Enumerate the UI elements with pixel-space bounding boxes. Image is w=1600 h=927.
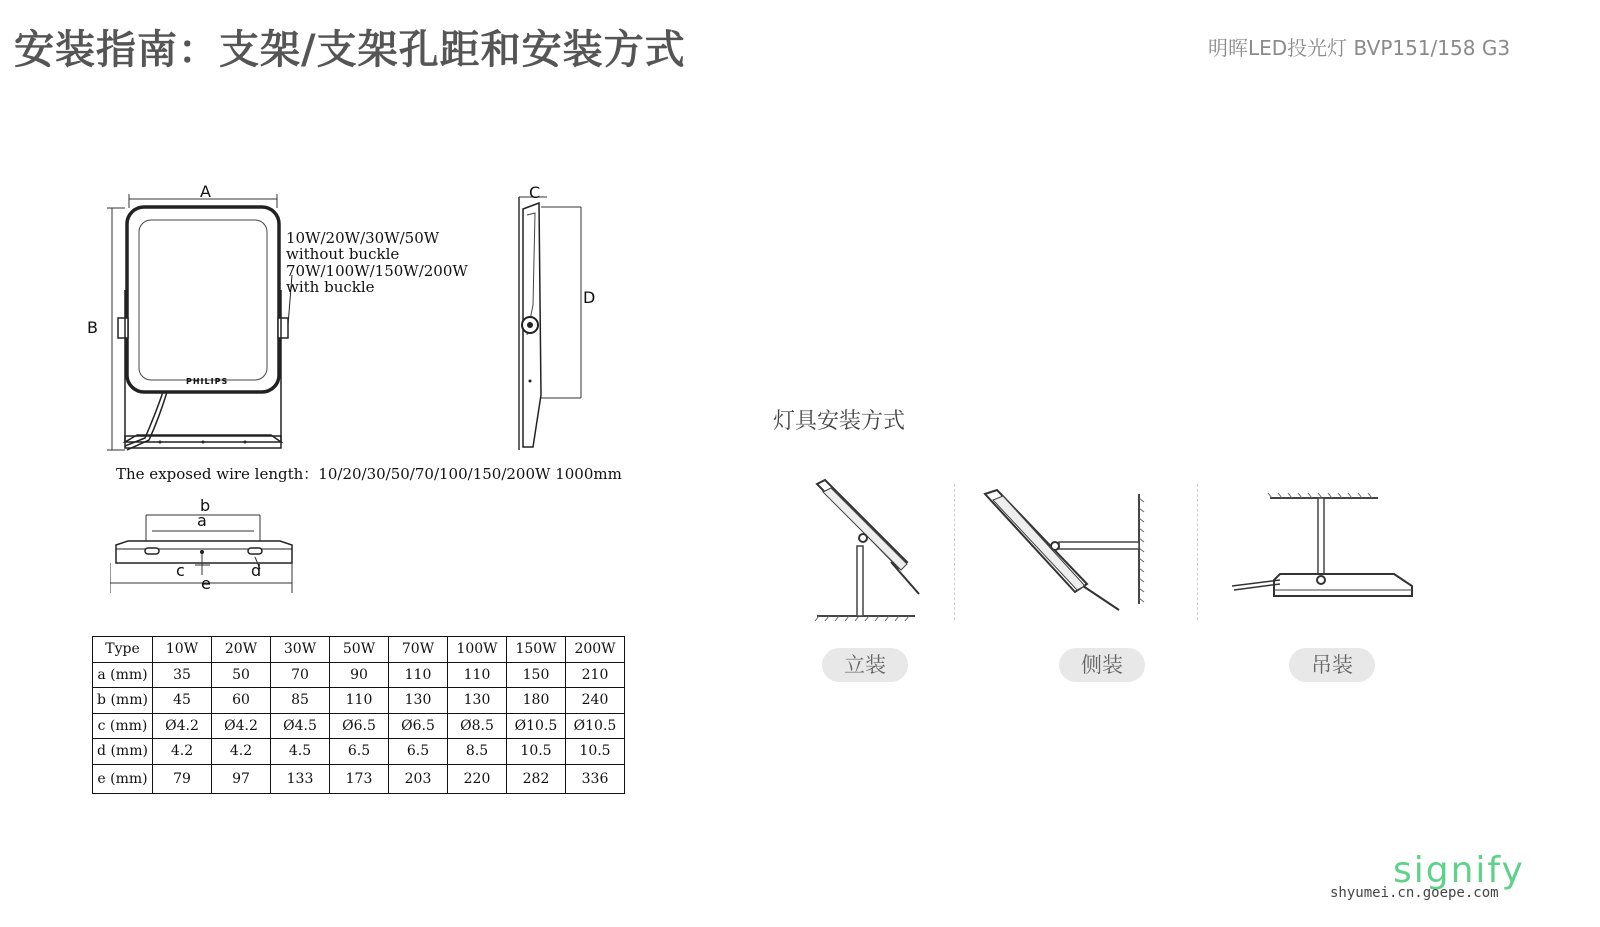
- install-section-title: 灯具安装方式: [773, 409, 906, 434]
- table-cell: 6.5: [389, 739, 448, 765]
- dim-label-e-lower: e: [201, 574, 211, 593]
- table-cell: b (mm): [93, 688, 153, 714]
- side-mount-illustration: [975, 486, 1155, 616]
- table-cell: 4.2: [212, 739, 271, 765]
- note-line-2: without buckle: [286, 245, 400, 263]
- brand-mark: PHILIPS: [186, 377, 229, 386]
- wire-length-note: The exposed wire length：10/20/30/50/70/100/150/200W 1000mm: [116, 465, 622, 483]
- table-cell: Ø10.5: [566, 713, 625, 739]
- table-header-cell: 50W: [330, 637, 389, 663]
- note-line-4: with buckle: [286, 278, 375, 296]
- table-header-cell: 150W: [507, 637, 566, 663]
- table-cell: d (mm): [93, 739, 153, 765]
- table-cell: Ø10.5: [507, 713, 566, 739]
- dim-label-a-upper: A: [200, 182, 211, 201]
- table-cell: e (mm): [93, 764, 153, 793]
- table-cell: Ø6.5: [389, 713, 448, 739]
- table-cell: 90: [330, 662, 389, 688]
- table-cell: 6.5: [330, 739, 389, 765]
- table-cell: 60: [212, 688, 271, 714]
- table-header-cell: Type: [93, 637, 153, 663]
- divider: [954, 484, 955, 620]
- table-cell: Ø6.5: [330, 713, 389, 739]
- table-cell: 4.2: [153, 739, 212, 765]
- table-cell: 110: [330, 688, 389, 714]
- table-cell: c (mm): [93, 713, 153, 739]
- table-cell: Ø4.2: [153, 713, 212, 739]
- table-cell: 50: [212, 662, 271, 688]
- dim-label-d-lower: d: [251, 561, 262, 580]
- table-cell: 35: [153, 662, 212, 688]
- table-cell: 85: [271, 688, 330, 714]
- table-cell: 180: [507, 688, 566, 714]
- table-row: [93, 713, 625, 739]
- install-method-stand[interactable]: 立装: [822, 648, 908, 682]
- table-cell: 70: [271, 662, 330, 688]
- table-cell: 45: [153, 688, 212, 714]
- dim-label-b-upper: B: [87, 318, 98, 337]
- table-header-cell: 10W: [153, 637, 212, 663]
- table-row: [93, 662, 625, 688]
- table-cell: 210: [566, 662, 625, 688]
- note-line-1: 10W/20W/30W/50W: [286, 229, 440, 247]
- table-header-cell: 30W: [271, 637, 330, 663]
- table-row: [93, 637, 625, 663]
- dim-label-d-upper: D: [583, 288, 596, 307]
- dim-label-c-upper: C: [529, 183, 541, 202]
- table-row: [93, 688, 625, 714]
- table-row: [93, 739, 625, 765]
- table-header-cell: 200W: [566, 637, 625, 663]
- table-cell: 10.5: [507, 739, 566, 765]
- table-cell: Ø4.5: [271, 713, 330, 739]
- table-header-cell: 100W: [448, 637, 507, 663]
- note-line-3: 70W/100W/150W/200W: [286, 262, 468, 280]
- table-cell: 220: [448, 764, 507, 793]
- signify-logo: signify: [1393, 850, 1525, 891]
- front-view-drawing: [85, 180, 305, 460]
- table-cell: 97: [212, 764, 271, 793]
- dim-label-c-lower: c: [176, 561, 185, 580]
- table-cell: 8.5: [448, 739, 507, 765]
- stand-mount-illustration: [815, 476, 935, 621]
- side-view-drawing: [505, 185, 595, 455]
- table-cell: 110: [389, 662, 448, 688]
- table-cell: 133: [271, 764, 330, 793]
- table-cell: 10.5: [566, 739, 625, 765]
- table-cell: 173: [330, 764, 389, 793]
- table-cell: 336: [566, 764, 625, 793]
- footer-url: shyumei.cn.goepe.com: [1330, 885, 1499, 901]
- table-cell: a (mm): [93, 662, 153, 688]
- table-cell: 130: [389, 688, 448, 714]
- table-header-cell: 70W: [389, 637, 448, 663]
- dim-label-b-lower: b: [200, 496, 211, 515]
- dim-label-a-lower: a: [197, 511, 207, 530]
- page-title: 安装指南：支架/支架孔距和安装方式: [14, 27, 686, 73]
- install-method-side[interactable]: 侧装: [1059, 648, 1145, 682]
- table-cell: 203: [389, 764, 448, 793]
- table-cell: Ø4.2: [212, 713, 271, 739]
- table-cell: 4.5: [271, 739, 330, 765]
- table-cell: 110: [448, 662, 507, 688]
- table-cell: Ø8.5: [448, 713, 507, 739]
- table-cell: 240: [566, 688, 625, 714]
- table-cell: 130: [448, 688, 507, 714]
- table-row: [93, 764, 625, 793]
- table-header-cell: 20W: [212, 637, 271, 663]
- table-cell: 150: [507, 662, 566, 688]
- table-cell: 282: [507, 764, 566, 793]
- divider: [1197, 484, 1198, 620]
- hanging-mount-illustration: [1230, 490, 1430, 605]
- table-cell: 79: [153, 764, 212, 793]
- product-name: 明晖LED投光灯 BVP151/158 G3: [1208, 36, 1511, 60]
- spec-table: [92, 636, 625, 794]
- install-method-hanging[interactable]: 吊装: [1289, 648, 1375, 682]
